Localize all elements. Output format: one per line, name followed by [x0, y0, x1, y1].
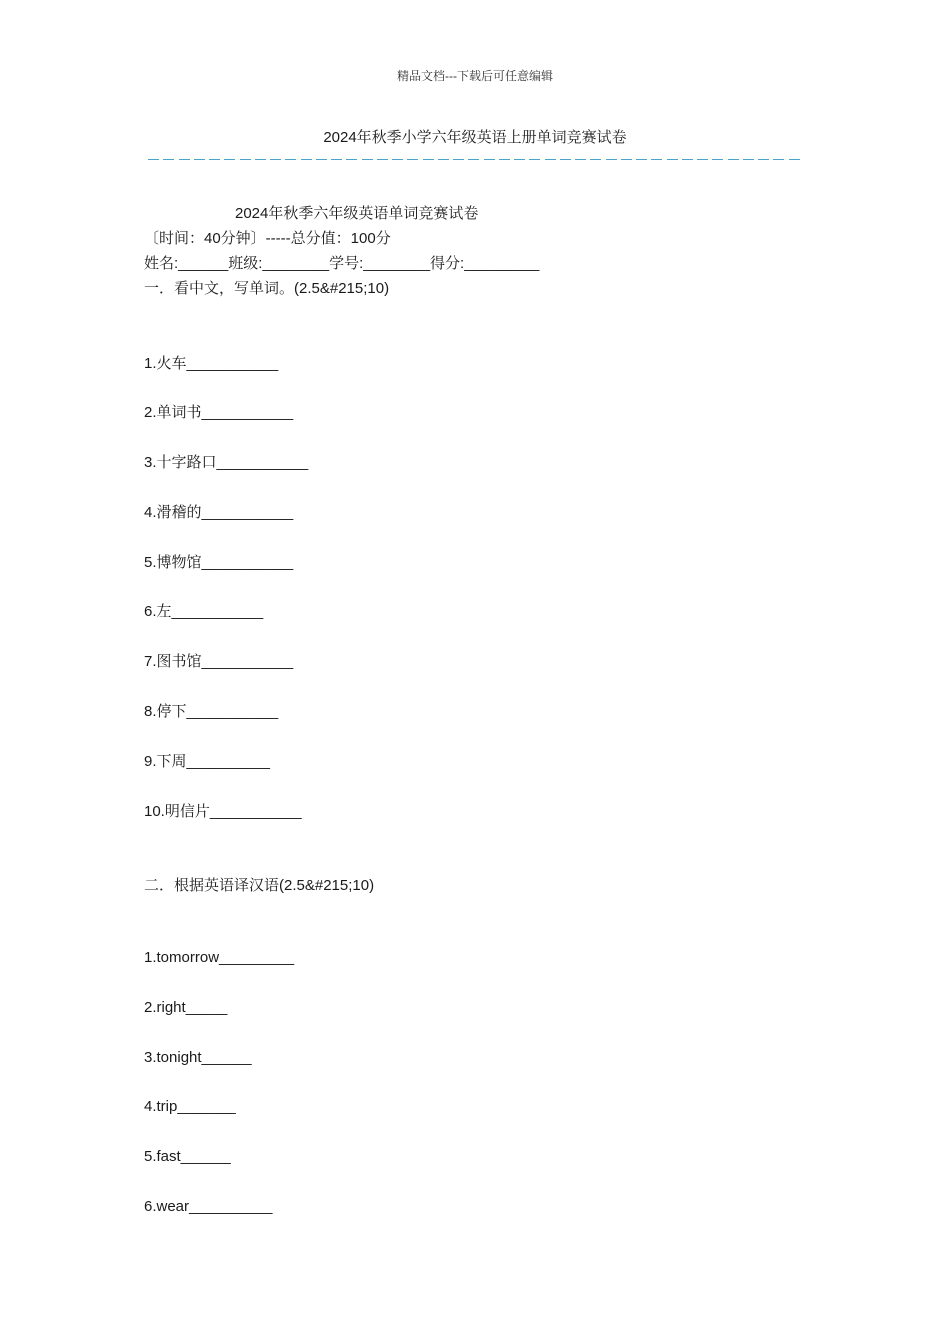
- divider-dash: [148, 159, 159, 160]
- section1-item: 1.火车___________: [144, 355, 279, 372]
- section1-item: 6.左___________: [144, 603, 264, 620]
- divider-dash: [316, 159, 327, 160]
- divider-dash: [331, 159, 342, 160]
- divider-dash: [194, 159, 205, 160]
- section1-item: 4.滑稽的___________: [144, 504, 294, 521]
- section2-item: 5.fast______: [144, 1148, 231, 1165]
- divider-dash: [255, 159, 266, 160]
- section2-item: 6.wear__________: [144, 1198, 273, 1215]
- document-title: 2024年秋季小学六年级英语上册单词竞赛试卷: [323, 129, 627, 146]
- divider-dash: [545, 159, 556, 160]
- section2-heading: 二．根据英语译汉语(2.5&#215;10): [144, 877, 375, 894]
- divider-dash: [270, 159, 281, 160]
- divider-dash: [743, 159, 754, 160]
- section1-item: 10.明信片___________: [144, 803, 302, 820]
- divider-dash: [438, 159, 449, 160]
- divider-dash: [301, 159, 312, 160]
- divider-dash: [697, 159, 708, 160]
- divider-dash: [606, 159, 617, 160]
- header-note: 精品文档---下载后可任意编辑: [397, 69, 553, 83]
- divider-dash: [560, 159, 571, 160]
- section2-item: 3.tonight______: [144, 1049, 252, 1066]
- divider-dash: [407, 159, 418, 160]
- divider-dash: [209, 159, 220, 160]
- divider-dash: [621, 159, 632, 160]
- divider-dash: [758, 159, 769, 160]
- divider-dash: [484, 159, 495, 160]
- divider-dash: [667, 159, 678, 160]
- divider-dash: [636, 159, 647, 160]
- divider-dash: [179, 159, 190, 160]
- divider-dash: [468, 159, 479, 160]
- divider-dash: [712, 159, 723, 160]
- section1-item: 9.下周__________: [144, 753, 270, 770]
- divider-dash: [529, 159, 540, 160]
- divider-dash: [651, 159, 662, 160]
- divider-dash: [163, 159, 174, 160]
- section1-item: 7.图书馆___________: [144, 653, 294, 670]
- divider-dash: [590, 159, 601, 160]
- divider-dash: [453, 159, 464, 160]
- divider-dash: [682, 159, 693, 160]
- section1-item: 5.博物馆___________: [144, 554, 294, 571]
- divider-dash: [362, 159, 373, 160]
- divider-dash: [575, 159, 586, 160]
- section1-item: 2.单词书___________: [144, 404, 294, 421]
- divider-dash: [773, 159, 784, 160]
- divider-dash: [728, 159, 739, 160]
- student-info-fields: 姓名:______班级:________学号:________得分:_________: [144, 255, 540, 272]
- section1-item: 3.十字路口___________: [144, 454, 309, 471]
- divider-dash: [392, 159, 403, 160]
- divider-dash: [224, 159, 235, 160]
- section1-heading: 一．看中文，写单词。(2.5&#215;10): [144, 280, 390, 297]
- divider-dash: [285, 159, 296, 160]
- divider-dash: [423, 159, 434, 160]
- divider-dash: [240, 159, 251, 160]
- section2-item: 2.right_____: [144, 999, 228, 1016]
- divider-dash: [789, 159, 800, 160]
- section1-item: 8.停下___________: [144, 703, 279, 720]
- time-info: 〔时间：40分钟〕-----总分值：100分: [144, 230, 391, 247]
- section2-item: 1.tomorrow_________: [144, 949, 295, 966]
- section2-item: 4.trip_______: [144, 1098, 236, 1115]
- divider-dash: [346, 159, 357, 160]
- divider-dash: [377, 159, 388, 160]
- divider-dash: [499, 159, 510, 160]
- exam-subtitle: 2024年秋季六年级英语单词竞赛试卷: [235, 205, 479, 222]
- divider-dash: [514, 159, 525, 160]
- dashed-divider: [148, 152, 800, 166]
